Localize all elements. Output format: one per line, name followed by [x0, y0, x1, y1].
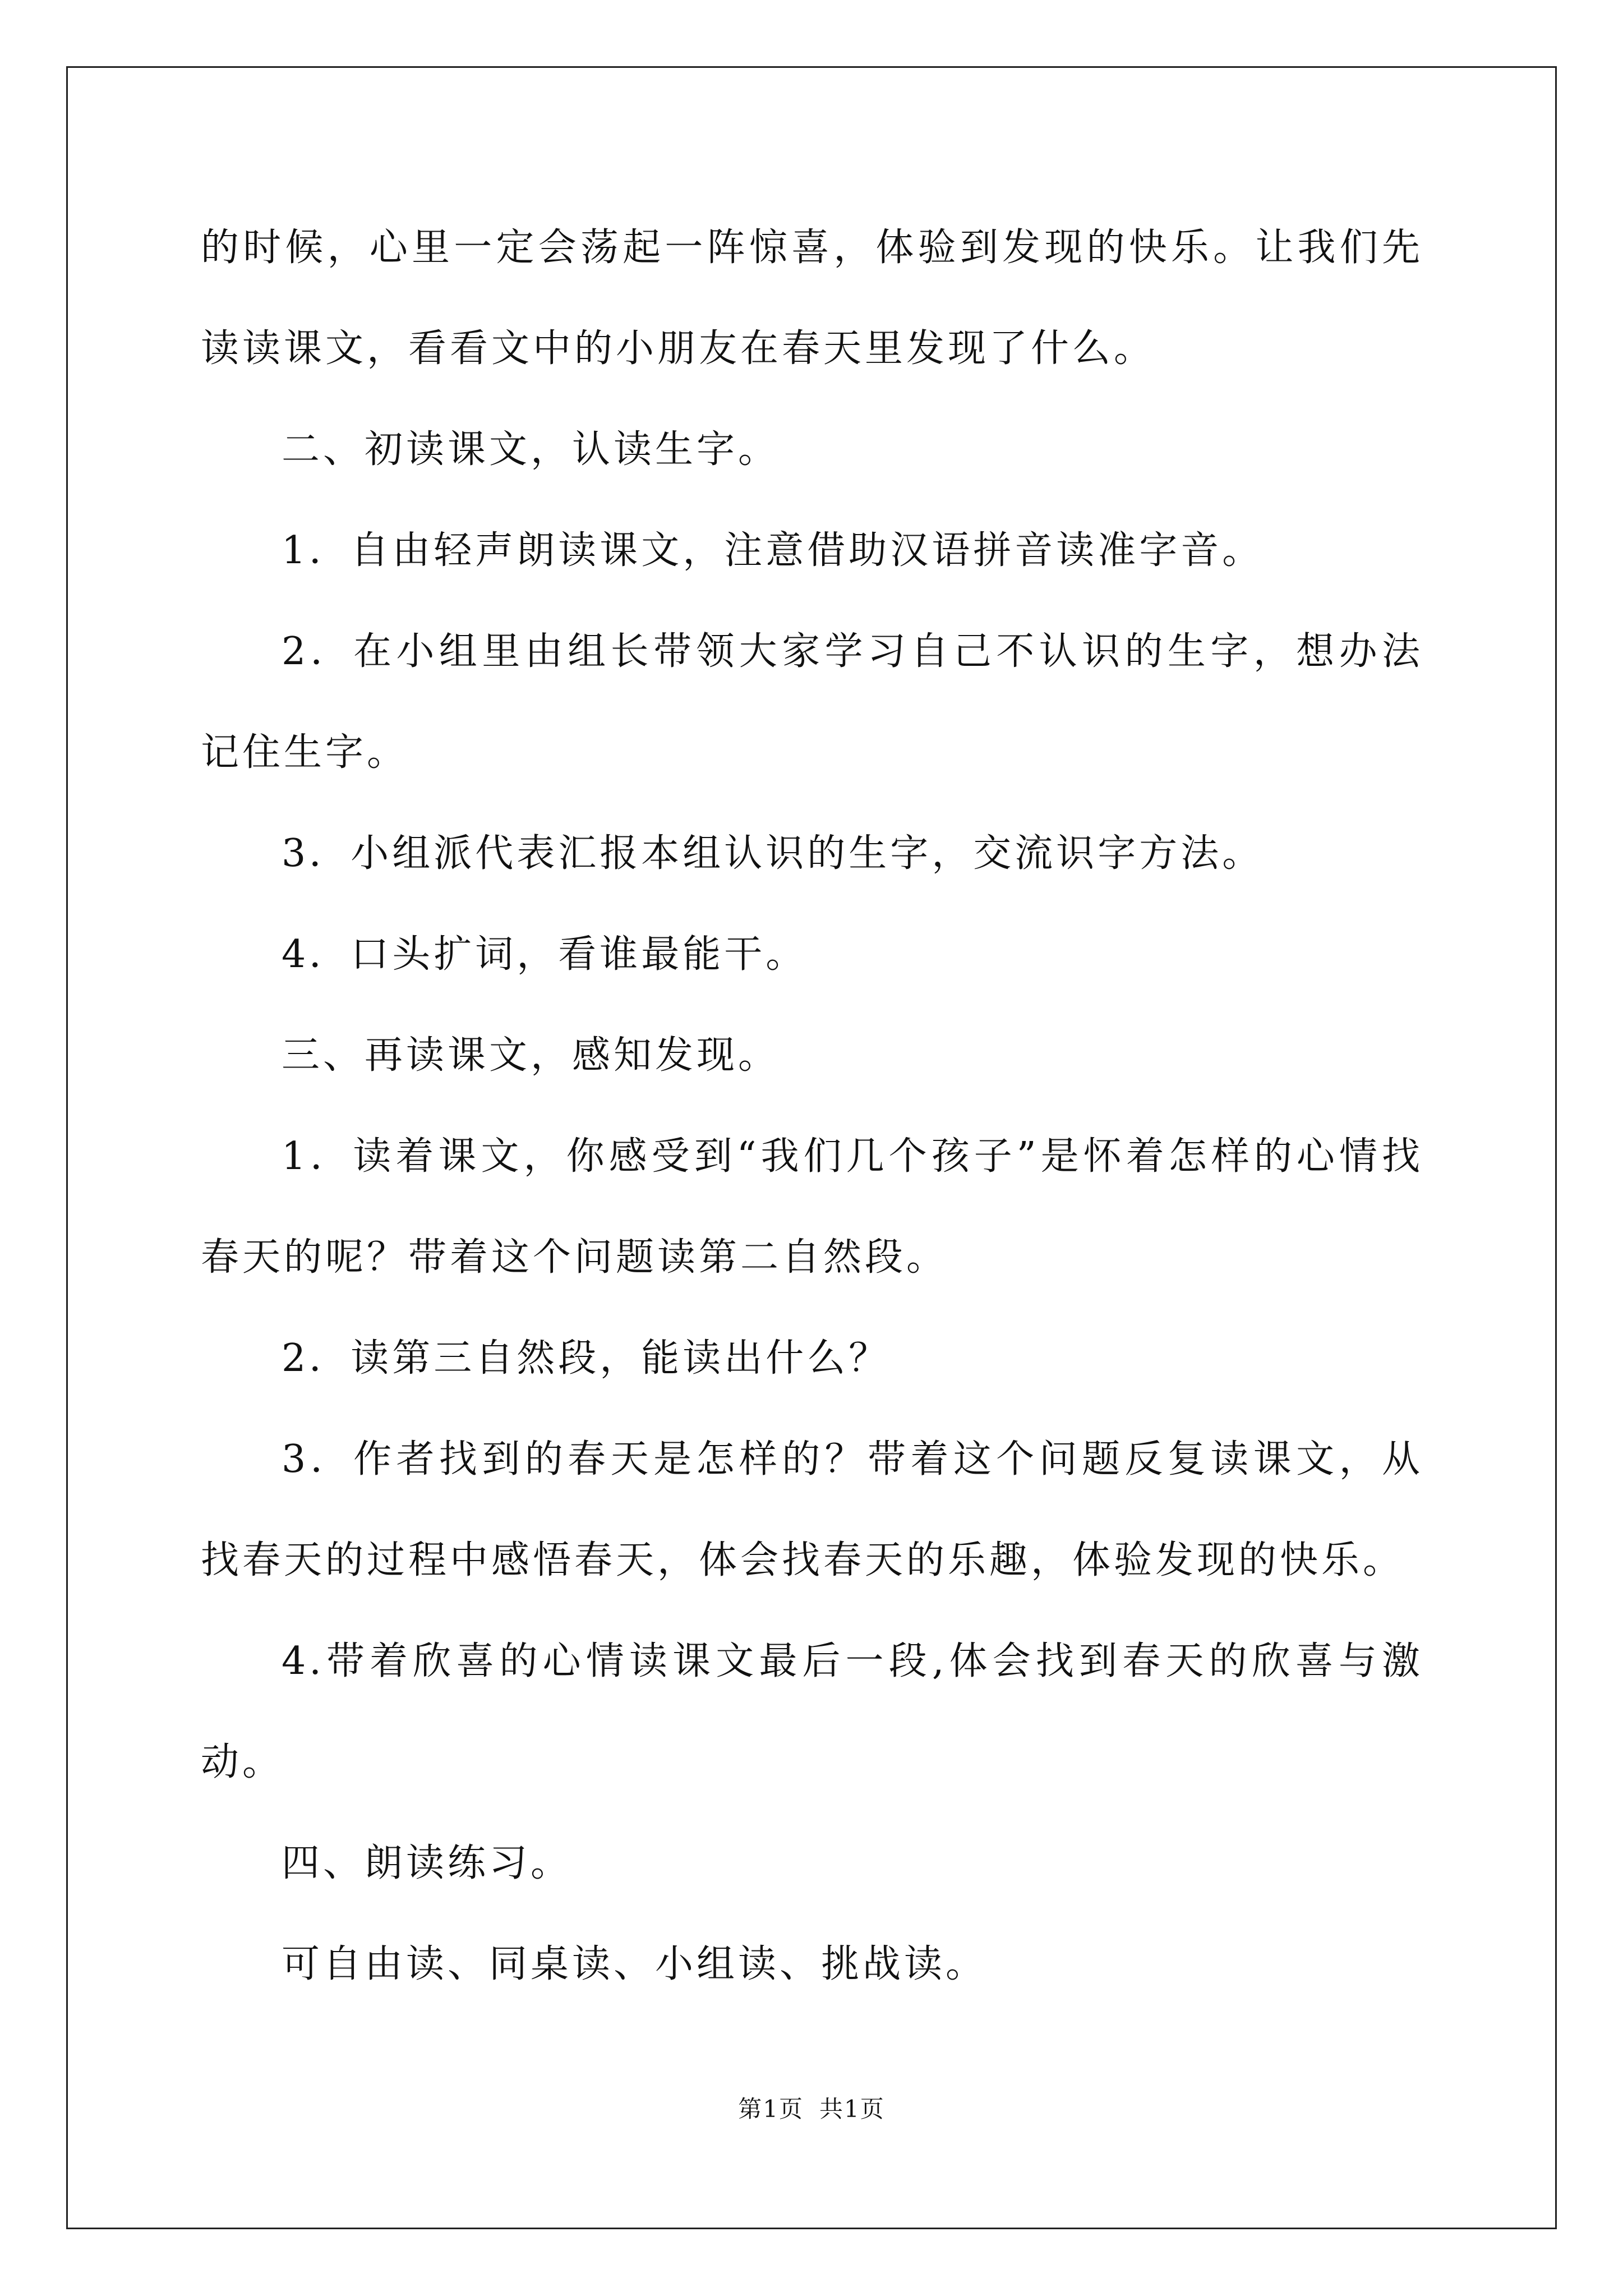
section-heading-4: 四、朗读练习。	[282, 1841, 573, 1885]
paragraph-4: 2．在小组里由组长带领大家学习自己不认识的生字，想办法记住生字。	[201, 629, 1423, 775]
paragraph-6: 4．口头扩词，看谁最能干。	[282, 932, 808, 977]
page-number-total: 共1页	[819, 2095, 885, 2123]
page-footer	[0, 2092, 1623, 2126]
section-heading-3: 三、再读课文，感知发现。	[282, 1033, 780, 1078]
paragraph-1: 的时候，心里一定会荡起一阵惊喜，体验到发现的快乐。让我们先读读课文，看看文中的小朋友在春天里发现了什么。	[201, 226, 1423, 371]
paragraph-8: 1．读着课文，你感受到“我们几个孩子”是怀着怎样的心情找春天的呢？带着这个问题读第二自然段。	[201, 1134, 1423, 1280]
paragraph-13: 可自由读、同桌读、小组读、挑战读。	[282, 1942, 988, 1986]
paragraph-10: 3．作者找到的春天是怎样的？带着这个问题反复读课文，从找春天的过程中感悟春天，体会找春天的乐趣，体验发现的快乐。	[201, 1437, 1423, 1582]
paragraph-5: 3．小组派代表汇报本组认识的生字，交流识字方法。	[282, 831, 1264, 876]
page-number-current: 第1页	[738, 2095, 804, 2123]
document-body	[201, 197, 1423, 2015]
paragraph-3: 1．自由轻声朗读课文，注意借助汉语拼音读准字音。	[282, 528, 1264, 573]
section-heading-2: 二、初读课文，认读生字。	[282, 427, 780, 472]
paragraph-11: 4.带着欣喜的心情读课文最后一段,体会找到春天的欣喜与激动。	[201, 1639, 1423, 1784]
paragraph-9: 2．读第三自然段，能读出什么？	[282, 1336, 891, 1381]
